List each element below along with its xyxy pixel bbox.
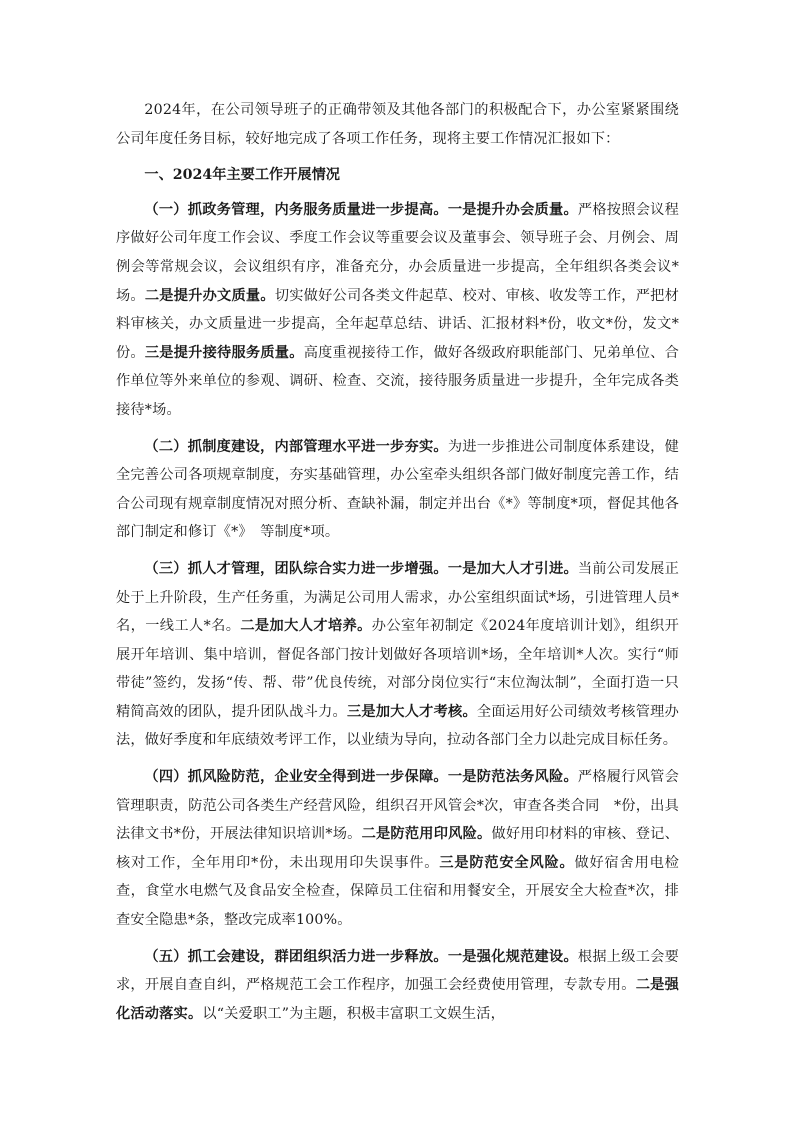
section-heading: 一、2024年主要工作开展情况 [144, 167, 340, 184]
intro-paragraph: 2024年，在公司领导班子的正确带领及其他各部门的积极配合下，办公室紧紧围绕公司年度任务目标，较好地完成了各项工作任务，现将主要工作情况汇报如下： [116, 102, 679, 147]
paragraph-risk-prevention [116, 763, 679, 935]
paragraph-title: （三）抓人才管理，团队综合实力进一步增强。 [144, 560, 448, 577]
paragraph-title: （二）抓制度建设，内部管理水平进一步夯实。 [144, 438, 448, 455]
paragraph-title: （五）抓工会建设，群团组织活力进一步释放。 [144, 948, 448, 965]
point-label: 一是加大人才引进。 [447, 560, 578, 577]
paragraph-title: （一）抓政务管理，内务服务质量进一步提高。 [144, 201, 448, 218]
point-text: 切实做好公司各类文件起草、校对、审核、收发等工作，严把材料审核关，办文质量进一步提高，全年起草总结、讲话、汇报材料*份，收文*份，发文*份。 [116, 287, 679, 361]
point-label: 三是提升接待服务质量。 [144, 344, 304, 361]
paragraph-political-affairs [116, 196, 679, 425]
point-label: 三是防范安全风险。 [439, 854, 575, 871]
point-text: 根据上级工会要求，开展自查自纠，严格规范工会工作程序，加强工会经费使用管理，专款专用。 [116, 948, 679, 994]
point-text: 高度重视接待工作，做好各级政府职能部门、兄弟单位、合作单位等外来单位的参观、调研、检查、交流，接待服务质量进一步提升，全年完成各类接待*场。 [116, 344, 679, 418]
point-text: 当前公司发展正处于上升阶段，生产任务重，为满足公司用人需求，办公室组织面试*场，引进管理人员*名，一线工人*名。 [116, 560, 679, 635]
point-label: 一是防范法务风险。 [447, 769, 578, 786]
point-text: 严格履行风管会管理职责，防范公司各类生产经营风险，组织召开风管会*次，审查各类合同 *份，出具法律文书*份，开展法律知识培训*场。 [116, 769, 679, 843]
point-text: 办公室年初制定《2024年度培训计划》，组织开展开年培训、集中培训，督促各部门按计划做好各项培训*场，全年培训*人次。实行“师带徒”签约，发扬“传、帮、带”优良传统，对部分岗位实行“末位淘汰制”，全面打造一只精简高效的团队，提升团队战斗力。 [116, 618, 679, 720]
paragraph-union-construction [116, 943, 679, 1029]
paragraph-system-construction [116, 433, 679, 547]
point-label: 二是防范用印风险。 [361, 826, 492, 843]
point-text: 严格按照会议程序做好公司年度工作会议、季度工作会议等重要会议及董事会、领导班子会、月例会、周例会等常规会议，会议组织有序，准备充分，办会质量进一步提高，全年组织各类会议*场。 [116, 201, 679, 304]
point-label: 二是加大人才培养。 [240, 618, 372, 635]
point-text: 以“关爱职工”为主题，积极丰富职工文娱生活， [202, 1005, 505, 1022]
document-body [116, 96, 679, 1036]
paragraph-talent-management [116, 555, 679, 755]
point-label: 三是加大人才考核。 [346, 703, 477, 720]
point-label: 二是提升办文质量。 [144, 287, 275, 304]
point-text: 做好用印材料的审核、登记、核对工作，全年用印*份，未出现用印失误事件。 [116, 826, 679, 871]
point-label: 一是强化规范建设。 [447, 948, 578, 965]
paragraph-title: （四）抓风险防范，企业安全得到进一步保障。 [144, 769, 448, 786]
point-text: 做好宿舍用电检查，食堂水电燃气及食品安全检查，保障员工住宿和用餐安全，开展安全大检查*次，排查安全隐患*条，整改完成率100%。 [116, 854, 679, 929]
point-text: 为进一步推进公司制度体系建设，健全完善公司各项规章制度，夯实基础管理，办公室牵头组织各部门做好制度完善工作，结合公司现有规章制度情况对照分析、查缺补漏，制定并出台《*》等制度*项，督促其他各部门制定和修订《*》 等制度*项。 [116, 438, 680, 541]
point-label: 一是提升办会质量。 [447, 201, 578, 218]
point-text: 全面运用好公司绩效考核管理办法，做好季度和年底绩效考评工作，以业绩为导向，拉动各部门全力以赴完成目标任务。 [116, 703, 679, 749]
point-label: 二是强化活动落实。 [116, 977, 679, 1022]
